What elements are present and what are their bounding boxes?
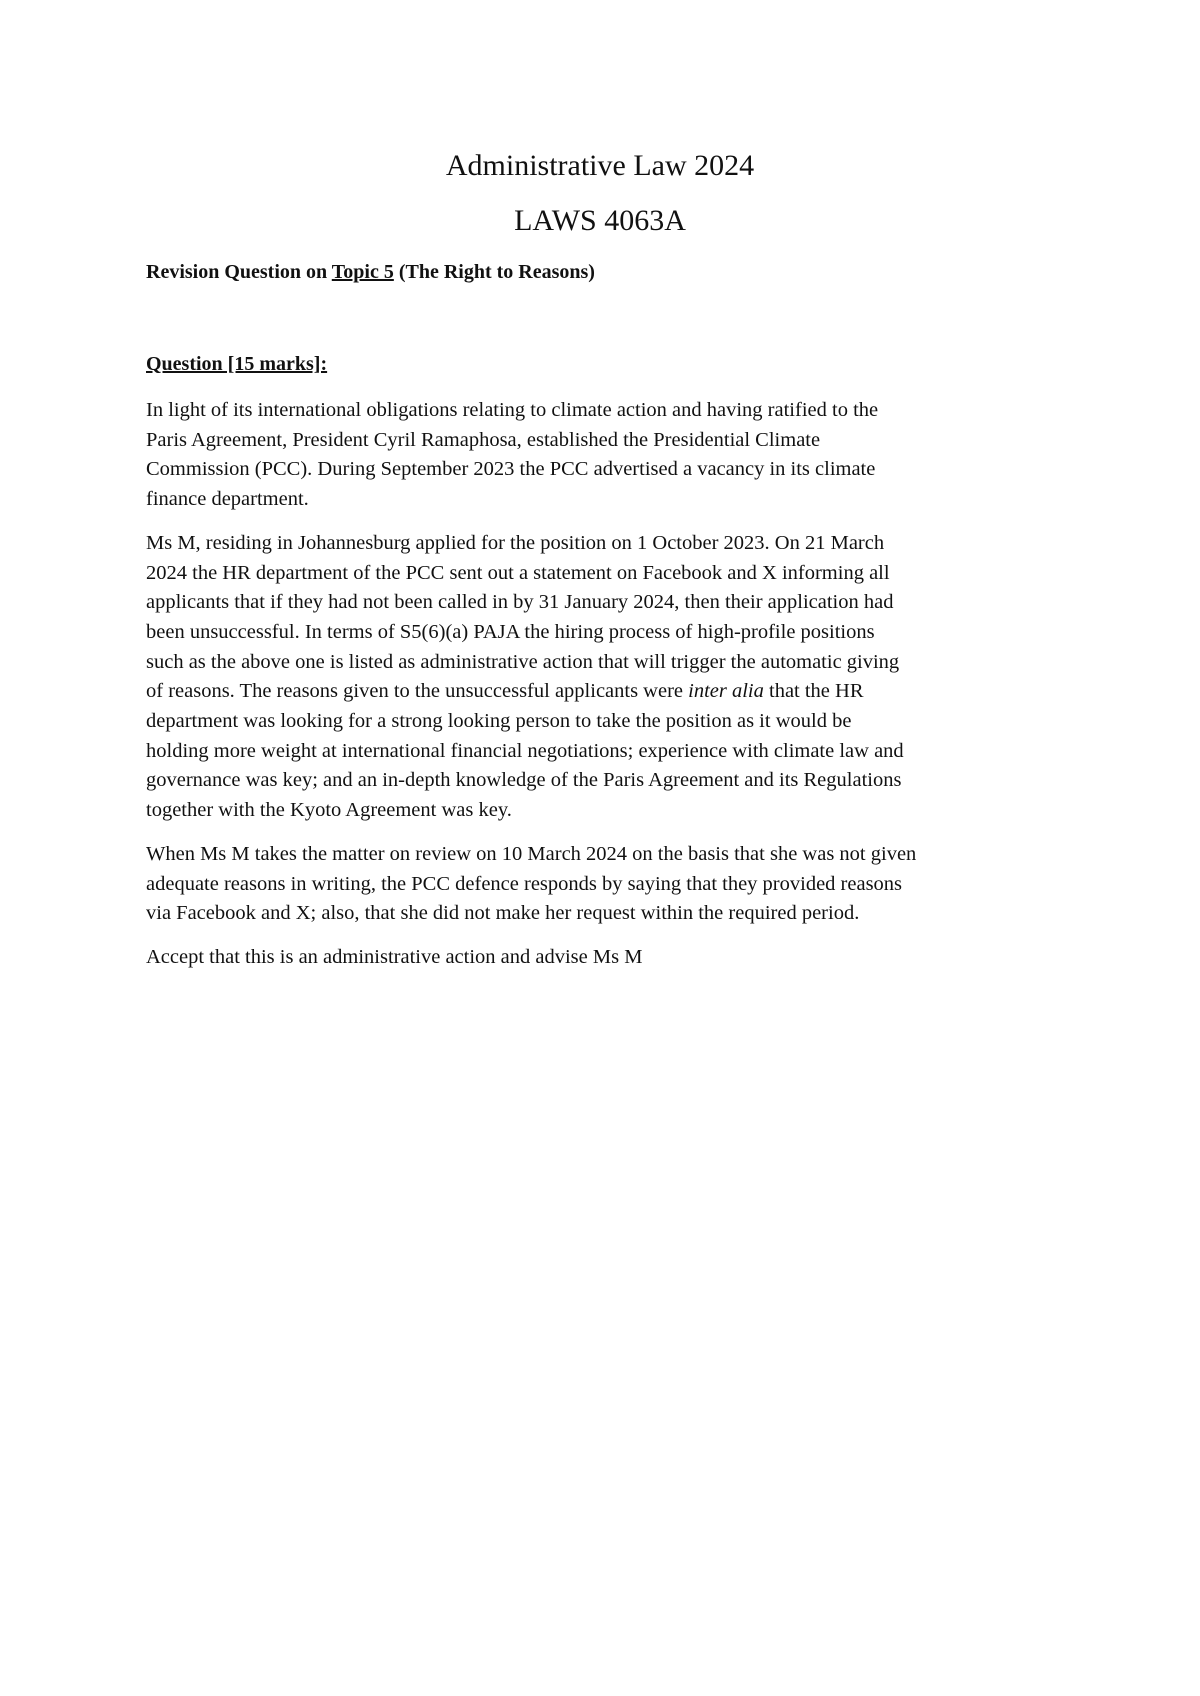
text-fragment: of reasons. The reasons given to the unsuccessful applicants were [146, 680, 689, 703]
text-line: Paris Agreement, President Cyril Ramaphosa, established the Presidential Climate [146, 428, 821, 451]
text-line: finance department. [146, 488, 309, 511]
text-line: governance was key; and an in-depth knowledge of the Paris Agreement and its Regulations [146, 769, 902, 792]
text-line: together with the Kyoto Agreement was key. [146, 799, 512, 822]
text-line: adequate reasons in writing, the PCC defence responds by saying that they provided reasons [146, 872, 903, 895]
text-line: Ms M, residing in Johannesburg applied for the position on 1 October 2023. On 21 March [146, 531, 885, 554]
question-paragraph-1 [146, 396, 1066, 515]
question-body [146, 396, 1066, 987]
text-line: Commission (PCC). During September 2023 the PCC advertised a vacancy in its climate [146, 458, 876, 481]
text-line: such as the above one is listed as administrative action that will trigger the automatic giving [146, 650, 900, 673]
question-paragraph-2 [146, 529, 1066, 826]
text-line: department was looking for a strong looking person to take the position as it would be [146, 710, 852, 733]
text-line: applicants that if they had not been called in by 31 January 2024, then their application had [146, 591, 894, 614]
text-line: been unsuccessful. In terms of S5(6)(a) PAJA the hiring process of high-profile positions [146, 620, 875, 643]
text-line: In light of its international obligations relating to climate action and having ratified to the [146, 399, 879, 421]
text-line: When Ms M takes the matter on review on 10 March 2024 on the basis that she was not given [146, 842, 917, 865]
document-title: Administrative Law 2024 [445, 149, 755, 182]
text-fragment: that the HR [763, 680, 864, 703]
text-line-with-italic [146, 677, 1066, 707]
subheading-suffix: (The Right to Reasons) [393, 261, 595, 283]
text-line: Accept that this is an administrative action and advise Ms M [146, 945, 643, 968]
question-heading: Question [15 marks]: [146, 353, 328, 375]
text-line: via Facebook and X; also, that she did not make her request within the required period. [146, 902, 860, 925]
question-paragraph-4 [146, 943, 1066, 973]
topic-reference: Topic 5 [331, 261, 394, 283]
revision-subheading [146, 258, 595, 286]
subheading-prefix: Revision Question on [146, 261, 332, 283]
text-line: 2024 the HR department of the PCC sent out a statement on Facebook and X informing all [146, 561, 890, 584]
text-line: holding more weight at international financial negotiations; experience with climate law and [146, 739, 904, 762]
italic-term: inter alia [688, 680, 764, 703]
question-paragraph-3 [146, 840, 1066, 929]
course-code: LAWS 4063A [514, 204, 686, 237]
